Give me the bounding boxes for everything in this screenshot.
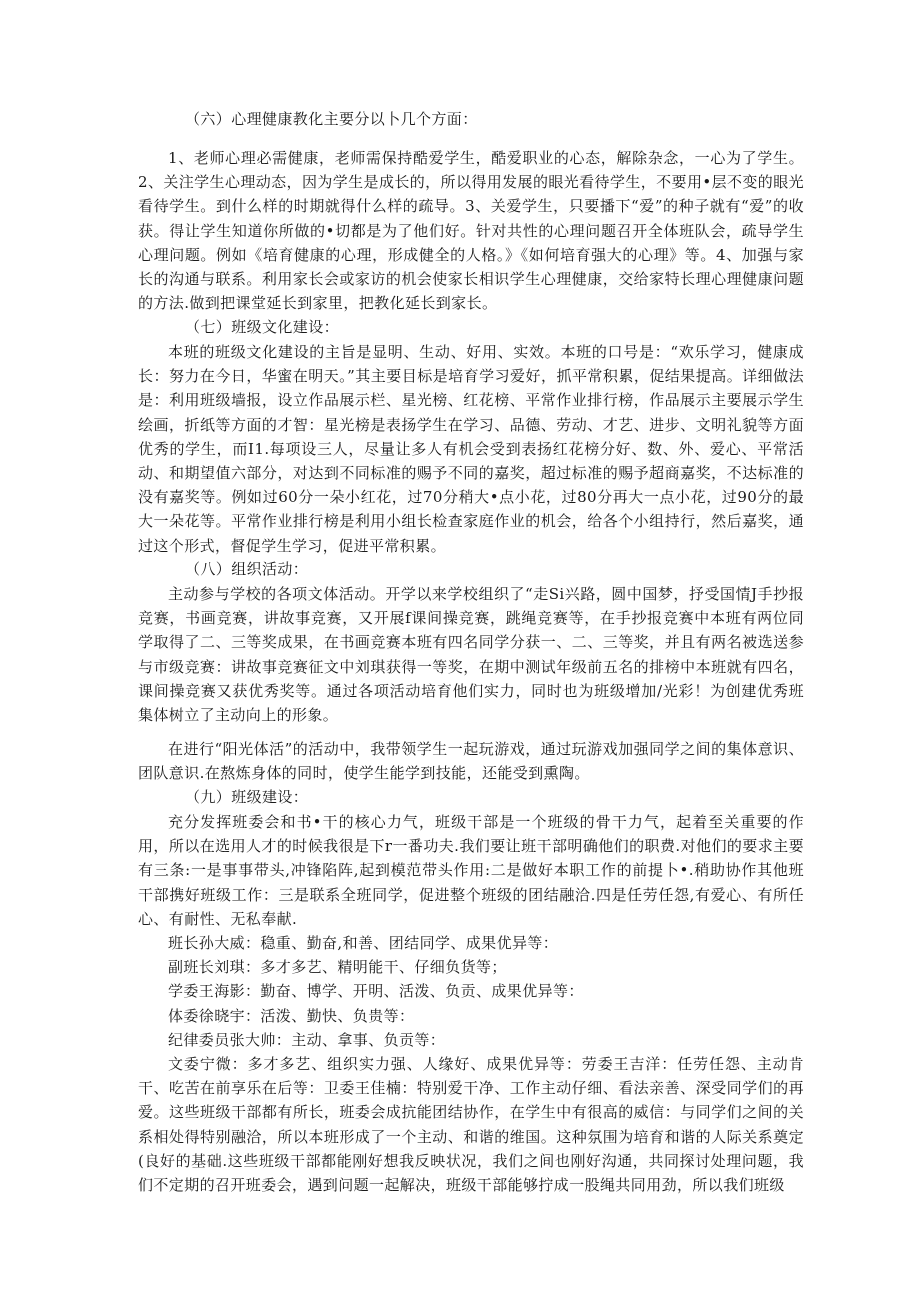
section-7-body: 本班的班级文化建设的主旨是显明、生动、好用、实效。本班的口号是：“欢乐学习，健康成长：努力在今日，华蜜在明天。”其主要目标是培育学习爱好，抓平常积累，促结果提高。详细做法是：利用班级墙报，设立作品展示栏、星光榜、红花榜、平常作业排行榜，作品展示主要展示学生绘画，折纸等方面的才智：星光榜是表扬学生在学习、品德、劳动、才艺、进步、文明礼貌等方面优秀的学生，而I1.每项设三人，尽量让多人有机会受到表扬红花榜分好、数、外、爱心、平常活动、和期望值六部分，对达到不同标准的赐予不同的嘉奖，超过标准的赐予超商嘉奖，不达标准的没有嘉奖等。例如过60分一朵小红花，过70分稍大•点小花，过80分再大一点小花，过90分的最大一朵花等。平常作业排行榜是利用小组长检查家庭作业的机会，给各个小组持行，然后嘉奖，通过这个形式，督促学生学习，促进平常积累。 xyxy=(138,343,804,555)
list-item: 学委王海影：勤奋、博学、开明、活泼、负贡、成果优异等： xyxy=(168,982,584,1001)
section-8-heading: （八）组织活动： xyxy=(185,560,309,578)
list-item: 纪律委员张大帅：主动、拿事、负贡等： xyxy=(168,1030,446,1049)
class-officer-list xyxy=(138,931,804,1052)
section-8-body-2: 在进行“阳光体活”的活动中，我带领学生一起玩游戏，通过玩游戏加强同学之间的集体意识、团队意识.在熬炼身体的同时，使学生能学到技能，还能受到熏陶。 xyxy=(138,740,804,783)
list-item: 副班长刘琪：多才多艺、精明能干、仔细负货等； xyxy=(168,958,507,977)
section-9-body-1: 充分发挥班委会和书•干的核心力气，班级干部是一个班级的骨干力气，起着至关重要的作用，所以在选用人才的时候我很是下r一番功夫.我们要让班干部明确他们的职费.对他们的要求主要有三条:一是事事带头,冲锋陷阵,起到模范带头作用:二是做好本职工作的前提卜•.稍助协作其他班干部携好班级工作：三是联系全班同学，促进整个班级的团结融洽.四是任劳任怨,有爱心、有所任心、有耐性、无私奉献. xyxy=(138,813,804,928)
section-6-body: 1、老师心理必需健康，老师需保持酷爱学生，酷爱职业的心态，解除杂念，一心为了学生。2、关注学生心理动态，因为学生是成长的，所以得用发展的眼光看待学生，不要用•层不变的眼光看待学生。到什么样的时期就得什么样的疏导。3、关爱学生，只要播下“爱”的种子就有“爱”的收获。得让学生知道你所做的•切都是为了他们好。针对共性的心理问题召开全体班队会，疏导学生心理问题。例如《培育健康的心理，形成健全的人格。》《如何培育强大的心理》等。4、加强与家长的沟通与联系。利用家长会或家访的机会使家长相识学生心理健康，交给家特长理心理健康问题的方法.做到把课堂延长到家里，把教化延长到家长。 xyxy=(138,149,804,313)
section-7-heading: （七）班级文化建设： xyxy=(185,318,340,336)
section-9-heading: （九）班级建设： xyxy=(185,788,309,806)
list-item: 班长孙大威：稳重、勤奋,和善、团结同学、成果优异等： xyxy=(168,934,559,952)
section-8-body-1: 主动参与学校的各项文体活动。开学以来学校组织了“走Si兴路，圆中国梦，抒受国情J手抄报竞赛，书画竞赛，讲故事竞赛，又开展f课间操竞赛，跳绳竞赛等，在手抄报竞赛中本班有两位同学取得了二、三等奖成果，在书画竞赛本班有四名同学分获一、二、三等奖，并且有两名被选送参与市级竞赛：讲故事竞赛征文中刘琪获得一等奖，在期中测试年级前五名的排榜中本班就有四名，课间操竞赛又获优秀奖等。通过各项活动培育他们实力，同时也为班级增加/光彩！为创建优秀班集体树立了主动向上的形象。 xyxy=(138,585,804,725)
section-6-heading: （六）心理健康教化主要分以卜几个方面： xyxy=(185,110,478,128)
list-item: 体委徐晓宇：活泼、勤快、负贵等： xyxy=(168,1006,415,1025)
section-9-body-2: 文委宁微：多才多艺、组织实力强、人缘好、成果优异等：劳委王吉洋：任劳任怨、主动肯干、吃苦在前享乐在后等：卫委王佳楠：特别爱干净、工作主动仔细、看法亲善、深受同学们的再爱。这些班级干部都有所长，班委会成抗能团结协作，在学生中有很高的威信：与同学们之间的关系相处得特别融洽，所以本班形成了一个主动、和谐的维国。这种氛围为培育和谐的人际关系奠定(良好的基础.这些班级干部都能刚好想我反映状况，我们之间也刚好沟通，共同探讨处理问题，我们不定期的召开班委会，遇到问题一起解决，班级干部能够拧成一股绳共同用劲，所以我们班级 xyxy=(138,1055,804,1195)
